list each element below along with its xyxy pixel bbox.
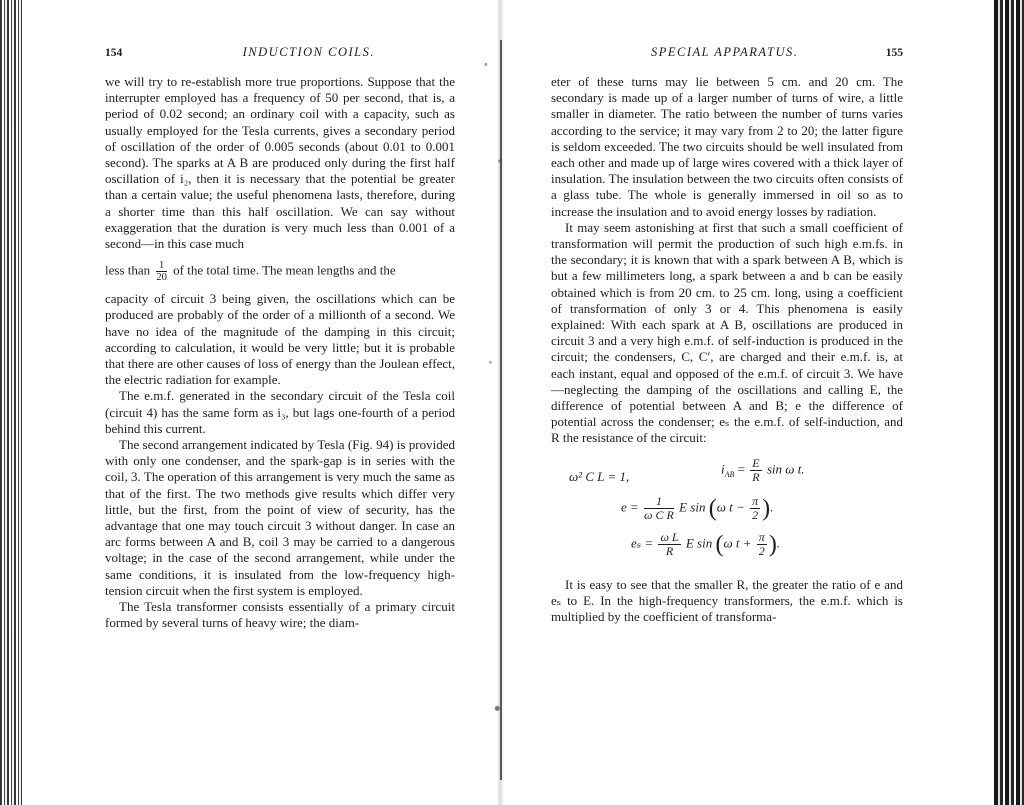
eq-text: sin ω t. bbox=[766, 461, 805, 477]
paragraph: It is easy to see that the smaller R, the greater the ratio of e and eₛ to E. In the high-frequency transformers, the e.m.f. which is multiplied by the coefficient of transforma- bbox=[551, 576, 903, 625]
eq-numerator: π bbox=[752, 493, 759, 508]
equation-resonance: ω² C L = 1, bbox=[569, 468, 630, 484]
page-number: 154 bbox=[105, 47, 123, 59]
right-page bbox=[551, 44, 903, 625]
left-page-header bbox=[105, 44, 455, 62]
eq-text: E sin bbox=[685, 535, 713, 551]
paragraph: The Tesla transformer consists essentially of a primary circuit formed by several turns of heavy wire; the diam- bbox=[105, 599, 455, 631]
eq-text: ω t + bbox=[723, 535, 752, 551]
eq-subscript: AB bbox=[724, 469, 735, 479]
inline-fraction bbox=[156, 260, 167, 283]
eq-numerator: 1 bbox=[644, 495, 674, 509]
equation-current: $i_{AB}$ = $\frac{E}{R}$ sin ω t. bbox=[721, 455, 805, 484]
eq-fraction bbox=[750, 457, 761, 484]
fraction-tail-text: of the total time. The mean lengths and the bbox=[173, 262, 396, 278]
right-book-edge bbox=[978, 0, 1024, 805]
paragraph: capacity of circuit 3 being given, the oscillations which can be produced are probably of the order of a millionth of a second. We have no idea of the magnitude of the damping in this circuit; according to calculation, it would be very little; but it is probable that there are other causes of loss of energy than the Joulean effect, the electric radiation for example. bbox=[105, 291, 455, 388]
eq-numerator: ω L bbox=[660, 529, 679, 544]
eq-text: E sin bbox=[679, 499, 706, 515]
eq-text: eₛ = bbox=[631, 535, 654, 551]
fraction-numerator: 1 bbox=[156, 260, 167, 272]
eq-denominator: R bbox=[665, 543, 674, 558]
eq-fraction bbox=[750, 495, 760, 522]
equation-condenser-emf: e = $\frac{1}{\text{ω C R}}$ E sin (ω t − $\frac{\pi}{2}$ ). bbox=[621, 493, 774, 522]
eq-denominator: 2 bbox=[758, 543, 765, 558]
eq-numerator: E bbox=[752, 455, 760, 470]
running-head: SPECIAL APPARATUS. bbox=[651, 45, 799, 59]
paragraph: The second arrangement indicated by Tesla (Fig. 94) is provided with only one condenser, and the spark-gap is in series with the coil, 3. The operation of this arrangement is very much the same as that of the first. The two methods give results which differ very little, but the first, from the point of view of security, has the advantage that one may touch circuit 3 without danger. In case an arc forms between A and B, coil 3 may be carried to a dangerous voltage; in the case of the second arrangement, while under the same conditions, it is insulated from the low-frequency high-tension circuit when the first system is employed. bbox=[105, 437, 455, 598]
eq-denominator: R bbox=[752, 469, 760, 484]
left-page bbox=[105, 44, 455, 632]
equation-self-induction-emf: eₛ = $\frac{\text{ω L}}{R}$ E sin (ω t + $\frac{\pi}{2}$ ). bbox=[631, 529, 781, 558]
equation-block bbox=[551, 457, 903, 567]
eq-fraction bbox=[658, 531, 680, 558]
eq-fraction bbox=[644, 495, 674, 522]
eq-fraction bbox=[757, 531, 767, 558]
right-page-header bbox=[551, 44, 903, 62]
running-head: INDUCTION COILS. bbox=[242, 45, 375, 59]
eq-denominator: 2 bbox=[752, 507, 759, 522]
paragraph: eter of these turns may lie between 5 cm. and 20 cm. The secondary is made up of a larger number of turns of wire, a little smaller in diameter. The ratio between the number of turns varies according to the service; it may vary from 2 to 20; the latter figure is seldom exceeded. The two circuits should be well insulated from each other and made up of large wires covered with a thick layer of insulation. The insulation between the two circuits often consists of a glass tube. The whole is generally immersed in oil so as to increase the insulation and to avoid energy losses by radiation. bbox=[551, 74, 903, 219]
eq-denominator: ω C R bbox=[644, 507, 674, 522]
eq-symbol: i bbox=[721, 461, 725, 477]
fraction-line bbox=[105, 260, 455, 283]
paragraph: we will try to re-establish more true proportions. Suppose that the interrupter employed has a frequency of 50 per second, that is, a period of 0.02 second; an ordinary coil with a capacity, such as usually employed for the Tesla currents, gives a secondary period of oscillation of the order of 0.005 seconds (about 0.01 to 0.001 second). The sparks at A B are produced only during the first half oscillation of i₂, then it is necessary that the potential be greater than a certain value; the useful phenomena lasts, therefore, during a shorter time than this half oscillation. We can say without exaggeration that the duration is very much less than 0.001 of a second—in this case much bbox=[105, 74, 455, 252]
book-gutter bbox=[472, 0, 518, 805]
paragraph: The e.m.f. generated in the secondary circuit of the Tesla coil (circuit 4) has the same form as i₃, but lags one-fourth of a period behind this current. bbox=[105, 388, 455, 436]
eq-numerator: π bbox=[758, 529, 765, 544]
eq-text: ω t − bbox=[716, 499, 745, 515]
eq-text: e = bbox=[621, 499, 639, 515]
left-book-edge bbox=[0, 0, 22, 805]
fraction-denominator: 20 bbox=[156, 272, 167, 284]
gutter-shadow-line bbox=[500, 40, 502, 780]
fraction-lead-text: less than bbox=[105, 262, 151, 278]
page-number: 155 bbox=[885, 47, 903, 59]
paragraph: It may seem astonishing at first that such a small coefficient of transformation will permit the production of such high e.m.fs. in the secondary; it is known that with a spark between A B, which is but a few millimeters long, a spark between a and b can be easily obtained which is from 20 cm. to 25 cm. long, using a coefficient of transformation of only 3 or 4. This phenomena is easily explained: With each spark at A B, oscillations are produced in circuit 3 and a very high e.m.f. of self-induction is produced in the circuit; the condensers, C, C′, are charged and their e.m.f. is, at each instant, equal and opposed of the e.m.f. of circuit 3. We have—neglecting the damping of the oscillations and calling E, the difference of potential between A and B; e the difference of potential across the condenser; eₛ the e.m.f. of self-induction, and R the resistance of the circuit: bbox=[551, 219, 903, 446]
